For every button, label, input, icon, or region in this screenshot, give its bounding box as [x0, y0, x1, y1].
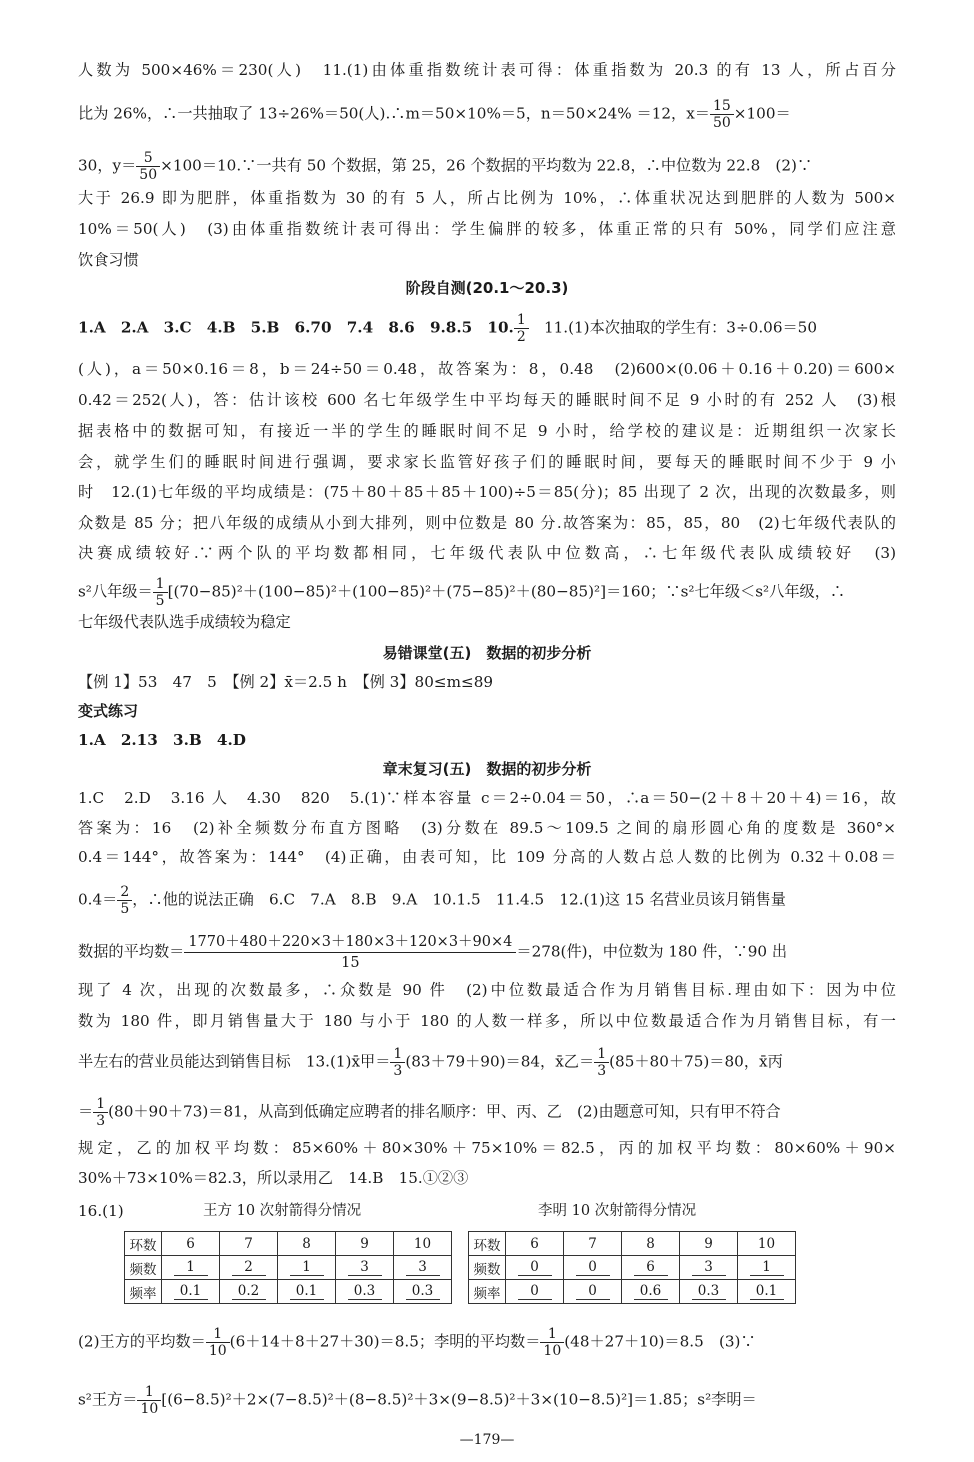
fraction-denominator: 5	[155, 593, 165, 609]
fraction	[93, 1096, 108, 1129]
freq-cell	[394, 1256, 452, 1280]
text-run: (83＋79＋90)＝84，x̄乙＝	[405, 1052, 595, 1071]
freq-value: 6	[634, 1259, 668, 1276]
text-run: s²八年级＝	[78, 582, 153, 601]
text-run: 比为 26%，∴一共抽取了 13÷26%＝50(人).∴m＝50×10%＝5，n＝50×24% ＝12，x＝	[78, 104, 710, 123]
freq-value: 1	[290, 1259, 324, 1276]
rate-cell	[336, 1280, 394, 1304]
fraction-numerator: 1	[594, 1046, 609, 1063]
fraction-numerator: 1	[153, 576, 168, 593]
rate-value: 0.3	[692, 1283, 726, 1300]
table-row	[469, 1232, 796, 1256]
li-score-table	[468, 1231, 796, 1304]
row-label: 频数	[469, 1256, 506, 1280]
fraction-numerator: 1	[390, 1046, 405, 1063]
fraction-denominator: 10	[208, 1343, 227, 1359]
text-run: (2)王方的平均数＝	[78, 1332, 206, 1351]
fraction-denominator: 10	[543, 1343, 562, 1359]
fraction-denominator: 50	[139, 167, 158, 183]
text-line: 数为 180 件，即月销售量大于 180 与小于 180 的人数一样多，所以中位数最适合作为月销售目标，有一	[78, 1012, 896, 1030]
text-run: 11.(1)本次抽取的学生有：3÷0.06＝50	[528, 318, 818, 337]
row-label: 环数	[469, 1232, 506, 1256]
fraction-denominator: 15	[341, 955, 360, 971]
text-line	[78, 150, 896, 183]
freq-cell	[622, 1256, 680, 1280]
freq-value: 0	[576, 1259, 610, 1276]
text-run: ＝	[78, 1102, 94, 1121]
fraction	[184, 932, 516, 973]
rate-value: 0.2	[232, 1283, 266, 1300]
text-line: 大于 26.9 即为肥胖，体重指数为 30 的有 5 人，所占比例为 10%，∴体重状况达到肥胖的人数为 500×	[78, 189, 896, 207]
fraction	[137, 1384, 161, 1417]
rate-value: 0	[518, 1283, 552, 1300]
fraction-numerator: 1	[206, 1326, 230, 1343]
freq-value: 2	[232, 1259, 266, 1276]
text-run: [(70−85)²＋(100−85)²＋(100−85)²＋(75−85)²＋(80−85)²]＝160；∵s²七年级＜s²八年级，∴	[167, 582, 846, 601]
rate-value: 0.3	[406, 1283, 440, 1300]
fraction-numerator: 1	[540, 1326, 564, 1343]
ring-cell: 10	[738, 1232, 796, 1256]
wang-score-table	[124, 1231, 452, 1304]
freq-cell	[738, 1256, 796, 1280]
fraction	[710, 98, 734, 131]
text-run: 1.A 2.A 3.C 4.B 5.B 6.70 7.4 8.6 9.8.5 10.	[78, 318, 514, 337]
freq-value: 1	[174, 1259, 208, 1276]
freq-cell	[506, 1256, 564, 1280]
ring-cell: 8	[622, 1232, 680, 1256]
table-title-wang: 王方 10 次射箭得分情况	[203, 1203, 362, 1219]
rate-value: 0.1	[750, 1283, 784, 1300]
fraction	[136, 150, 160, 183]
text-line: 1.A 2.13 3.B 4.D	[78, 731, 246, 749]
section-heading: 章末复习(五) 数据的初步分析	[382, 760, 592, 778]
ring-cell: 9	[336, 1232, 394, 1256]
text-run: (6＋14＋8＋27＋30)＝8.5；李明的平均数＝	[229, 1332, 541, 1351]
text-line	[78, 312, 896, 345]
text-line	[78, 98, 896, 131]
fraction-denominator: 2	[516, 329, 526, 345]
table-row	[125, 1256, 452, 1280]
text-line: 据表格中的数据可知，有接近一半的学生的睡眠时间不足 9 小时，给学校的建议是：近期组织一次家长	[78, 422, 896, 440]
rate-cell	[564, 1280, 622, 1304]
text-line: 会，就学生们的睡眠时间进行强调，要求家长监管好孩子们的睡眠时间，要每天的睡眠时间不少于 9 小	[78, 453, 896, 471]
fraction-denominator: 3	[597, 1063, 607, 1079]
text-line	[78, 884, 896, 917]
row-label: 频率	[469, 1280, 506, 1304]
ring-cell: 7	[220, 1232, 278, 1256]
fraction	[117, 884, 132, 917]
table-row	[469, 1280, 796, 1304]
table-row	[469, 1256, 796, 1280]
freq-value: 3	[348, 1259, 382, 1276]
rate-cell	[680, 1280, 738, 1304]
rate-cell	[220, 1280, 278, 1304]
table-row	[125, 1232, 452, 1256]
freq-value: 3	[692, 1259, 726, 1276]
text-run: (48＋27＋10)＝8.5 (3)∵	[564, 1332, 756, 1351]
text-line	[78, 1096, 896, 1129]
freq-cell	[680, 1256, 738, 1280]
fraction-denominator: 50	[712, 115, 731, 131]
fraction	[594, 1046, 609, 1079]
text-run: [(6−8.5)²＋2×(7−8.5)²＋(8−8.5)²＋3×(9−8.5)²＋3×(10−8.5)²]＝1.85；s²李明＝	[161, 1390, 757, 1409]
rate-cell	[506, 1280, 564, 1304]
table-row	[125, 1280, 452, 1304]
rate-cell	[278, 1280, 336, 1304]
fraction	[206, 1326, 230, 1359]
text-line: 答案为：16 (2)补全频数分布直方图略 (3)分数在 89.5～109.5 之间的扇形圆心角的度数是 360°×	[78, 819, 896, 837]
fraction	[390, 1046, 405, 1079]
ring-cell: 10	[394, 1232, 452, 1256]
rate-cell	[394, 1280, 452, 1304]
fraction-numerator: 1	[93, 1096, 108, 1113]
fraction	[153, 576, 168, 609]
rate-value: 0	[576, 1283, 610, 1300]
fraction-numerator: 5	[136, 150, 160, 167]
row-label: 频率	[125, 1280, 162, 1304]
fraction-numerator: 1770＋480＋220×3＋180×3＋120×3＋90×4	[184, 932, 516, 953]
text-line: 30%＋73×10%＝82.3，所以录用乙 14.B 15.①②③	[78, 1169, 469, 1187]
ring-cell: 6	[506, 1232, 564, 1256]
rate-value: 0.3	[348, 1283, 382, 1300]
rate-cell	[162, 1280, 220, 1304]
text-line: 规定，乙的加权平均数：85×60%＋80×30%＋75×10%＝82.5，丙的加权平均数：80×60%＋90×	[78, 1139, 896, 1157]
text-line: 时 12.(1)七年级的平均成绩是：(75＋80＋85＋85＋100)÷5＝85(分)；85 出现了 2 次，出现的次数最多，则	[78, 483, 896, 501]
section-heading: 阶段自测(20.1～20.3)	[405, 279, 569, 297]
table-title-li: 李明 10 次射箭得分情况	[538, 1203, 697, 1219]
text-line: 现了 4 次，出现的次数最多，∴众数是 90 件 (2)中位数最适合作为月销售目标.理由如下：因为中位	[78, 981, 896, 999]
text-line: 0.42＝252(人)，答：估计该校 600 名七年级学生中平均每天的睡眠时间不足 9 小时的有 252 人 (3)根	[78, 391, 896, 409]
subsection-heading: 变式练习	[78, 702, 139, 720]
fraction-denominator: 5	[120, 901, 130, 917]
rate-cell	[738, 1280, 796, 1304]
text-run: 数据的平均数＝	[78, 942, 185, 961]
text-line	[78, 576, 896, 609]
row-label: 频数	[125, 1256, 162, 1280]
text-run: ＝278(件)，中位数为 180 件，∵90 出	[516, 942, 788, 961]
text-line: 0.4＝144°，故答案为：144° (4)正确，由表可知，比 109 分高的人数占总人数的比例为 0.32＋0.08＝	[78, 848, 896, 866]
text-run: (80＋90＋73)＝81，从高到低确定应聘者的排名顺序：甲、丙、乙 (2)由题意可知，只有甲不符合	[108, 1102, 781, 1121]
section-heading: 易错课堂(五) 数据的初步分析	[382, 644, 592, 662]
fraction-numerator: 15	[710, 98, 734, 115]
freq-cell	[162, 1256, 220, 1280]
freq-cell	[278, 1256, 336, 1280]
text-run: ×100＝10.∵一共有 50 个数据，第 25，26 个数据的平均数为 22.8，∴中位数为 22.8 (2)∵	[160, 156, 813, 175]
text-line: (人)，a＝50×0.16＝8，b＝24÷50＝0.48，故答案为：8，0.48 (2)600×(0.06＋0.16＋0.20)＝600×	[78, 360, 896, 378]
fraction-denominator: 3	[393, 1063, 403, 1079]
text-run: ，∴他的说法正确 6.C 7.A 8.B 9.A 10.1.5 11.4.5 12.(1)这 15 名营业员该月销售量	[132, 890, 786, 909]
fraction-denominator: 3	[96, 1113, 106, 1129]
row-label: 环数	[125, 1232, 162, 1256]
fraction	[514, 312, 529, 345]
text-line	[78, 932, 896, 973]
text-run: s²王方＝	[78, 1390, 138, 1409]
text-line	[78, 1384, 896, 1417]
freq-cell	[564, 1256, 622, 1280]
text-run: 半左右的营业员能达到销售目标 13.(1)x̄甲＝	[78, 1052, 391, 1071]
freq-cell	[336, 1256, 394, 1280]
text-run: ×100＝	[733, 104, 791, 123]
freq-cell	[220, 1256, 278, 1280]
text-run: (85＋80＋75)＝80，x̄丙	[609, 1052, 783, 1071]
freq-value: 3	[406, 1259, 440, 1276]
text-line: 【例 1】53 47 5 【例 2】x̄＝2.5 h 【例 3】80≤m≤89	[78, 673, 494, 691]
ring-cell: 8	[278, 1232, 336, 1256]
rate-value: 0.1	[290, 1283, 324, 1300]
ring-cell: 6	[162, 1232, 220, 1256]
text-line: 决赛成绩较好.∵两个队的平均数都相同，七年级代表队中位数高，∴七年级代表队成绩较好 (3)	[78, 544, 896, 562]
text-line: 人数为 500×46%＝230(人) 11.(1)由体重指数统计表可得：体重指数为 20.3 的有 13 人，所占百分	[78, 61, 896, 79]
text-run: 30，y＝	[78, 156, 137, 175]
fraction-numerator: 2	[117, 884, 132, 901]
text-line: 七年级代表队选手成绩较为稳定	[78, 613, 291, 631]
ring-cell: 9	[680, 1232, 738, 1256]
text-line: 1.C 2.D 3.16 人 4.30 820 5.(1)∵样本容量 c＝2÷0.04＝50，∴a＝50−(2＋8＋20＋4)＝16，故	[78, 789, 896, 807]
freq-value: 0	[518, 1259, 552, 1276]
freq-value: 1	[750, 1259, 784, 1276]
fraction-numerator: 1	[137, 1384, 161, 1401]
rate-value: 0.6	[634, 1283, 668, 1300]
text-line: 众数是 85 分；把八年级的成绩从小到大排列，则中位数是 80 分.故答案为：85，85，80 (2)七年级代表队的	[78, 514, 896, 532]
fraction-numerator: 1	[514, 312, 529, 329]
text-line: 16.(1)	[78, 1202, 124, 1220]
text-run: 0.4＝	[78, 890, 118, 909]
text-line	[78, 1326, 896, 1359]
fraction-denominator: 10	[140, 1401, 159, 1417]
text-line: 饮食习惯	[78, 251, 139, 269]
text-line	[78, 1046, 896, 1079]
fraction	[540, 1326, 564, 1359]
rate-cell	[622, 1280, 680, 1304]
page-number: —179—	[459, 1432, 515, 1448]
ring-cell: 7	[564, 1232, 622, 1256]
text-line: 10%＝50(人) (3)由体重指数统计表可得出：学生偏胖的较多，体重正常的只有 50%，同学们应注意	[78, 220, 896, 238]
rate-value: 0.1	[174, 1283, 208, 1300]
